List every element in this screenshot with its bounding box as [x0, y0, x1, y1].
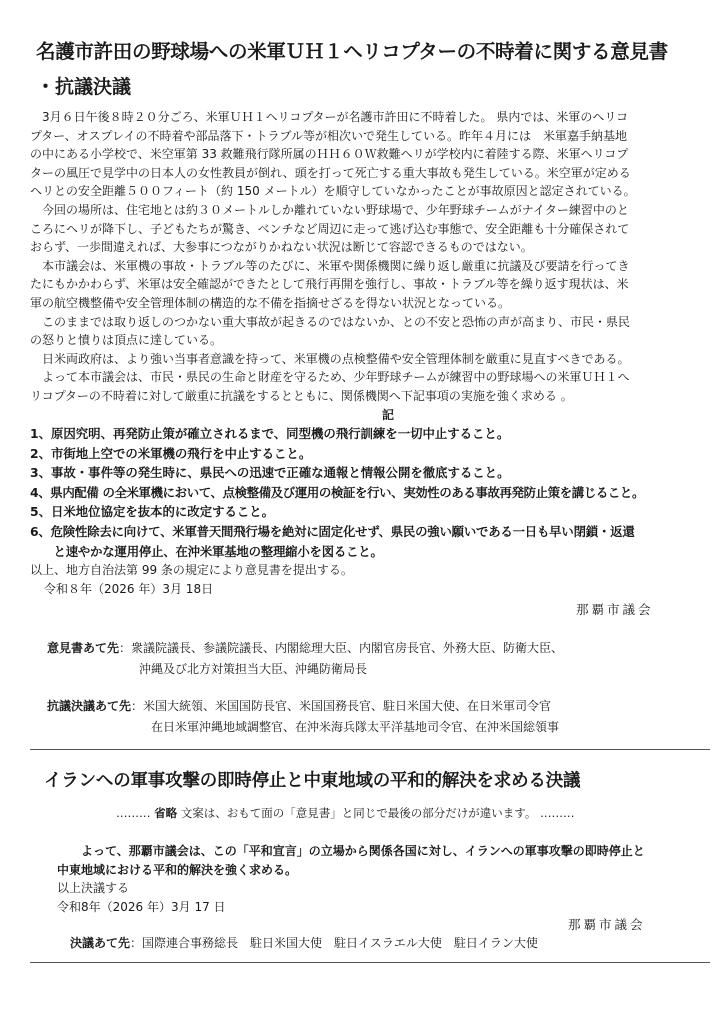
text-line: ころにヘリが降下し、子どもたちが驚き、ベンチなど周辺に走って逃げ込む事態で、安全距離も十分確保されて [30, 221, 630, 236]
resolution-title: イランへの軍事攻撃の即時停止と中東地域の平和的解決を求める決議 [44, 771, 581, 791]
demand-text: 6、危険性除去に向けて、米軍普天間飛行場を絶対に固定化せず、県民の強い願いである一日も早い閉鎖・返還 [30, 524, 635, 540]
document-date: 令和８年（2026 年）3月 18日 [44, 581, 214, 596]
text-line: よって本市議会は、市民・県民の生命と財産を守るため、少年野球チームが練習中の野球場への米軍ＵＨ１へ [42, 370, 630, 385]
recipients-line: 在日米軍沖縄地域調整官、在沖米海兵隊太平洋基地司令官、在沖米国総領事 [151, 720, 560, 734]
recipients-line: ：国際連合事務総長 駐日米国大使 駐日イスラエル大使 駐日イラン大使 [130, 936, 538, 950]
closing-statement: 以上決議する [57, 881, 130, 896]
recipients-line: ：衆議院議長、参議院議長、内閣総理大臣、内閣官房長官、外務大臣、防衛大臣、 [119, 641, 564, 655]
omission-note [116, 805, 575, 821]
text-line: このままでは取り返しのつかない重大事故が起きるのではないか、との不安と恐怖の声が高まり、市民・県民 [42, 314, 631, 329]
section-divider [30, 749, 710, 750]
text-line: の中にある小学校で、米空軍第 33 救難飛行隊所属のＨＨ６０Ｗ救難ヘリが学校内に着陸する際、米軍ヘリコプ [30, 147, 629, 162]
text-line: たにもかかわらず、米軍は安全確認ができたとして飛行再開を強行し、事故・トラブル等を繰り返す現状は、米 [30, 277, 629, 292]
ki-heading: 記 [381, 407, 394, 422]
ellipsis: ……… [540, 806, 575, 820]
text-line: 日米両政府は、より強い当事者意識を持って、米軍機の点検整備や安全管理体制を厳重に見直すべきである。 [42, 351, 630, 366]
demand-list [30, 424, 706, 561]
recipients-label: 決議あて先 [70, 936, 131, 950]
text-line: 本市議会は、米軍機の事故・トラブル等のたびに、米軍や関係機関に繰り返し厳重に抗議及び要請を行ってき [42, 258, 630, 273]
resolution-recipients [47, 696, 559, 738]
text-line: リコプターの不時着に対して厳重に抗議をするとともに、関係機関へ下記事項の実施を強く求める 。 [30, 388, 573, 403]
recipients-line: ：米国大統領、米国国防長官、米国国務長官、駐日米国大使、在日米軍司令官 [131, 699, 552, 713]
paragraph-4 [30, 313, 706, 350]
omission-label: 省略 [154, 806, 178, 820]
text-line: 今回の場所は、住宅地とは約３０メートルしか離れていない野球場で、少年野球チームがナイター練習中のと [42, 202, 629, 217]
opinion-title: 名護市許田の野球場への米軍ＵＨ１ヘリコプターの不時着に関する意見書 [36, 40, 668, 63]
demand-item [30, 444, 706, 464]
demand-item [30, 502, 706, 522]
demand-text-cont: と速やかな運用停止、在沖米軍基地の整理縮小を図ること。 [53, 543, 383, 559]
paragraph-2 [30, 201, 706, 257]
demand-item [30, 483, 706, 503]
demand-item [30, 522, 706, 561]
recipients-line: 沖縄及び北方対策担当大臣、沖縄防衛局長 [139, 662, 368, 676]
text-line: ヘリとの安全距離５００フィート（約 150 メートル）を順守していなかったことが事故原因と認定されている。 [30, 184, 636, 199]
omission-text: 文案は、おもて面の「意見書」と同じで最後の部分だけが違います。 [180, 806, 537, 820]
text-line: プター、オスプレイの不時着や部品落下・トラブル等が相次いで発生している。昨年４月には 米軍嘉手納基地 [30, 128, 628, 143]
text-line: よって、那覇市議会は、この「平和宣言」の立場から関係各国に対し、イランへの軍事攻撃の即時停止と [81, 844, 645, 858]
text-line: おらず、一歩間違えれば、大参事につながりかねない状況は断じて容認できるものではない。 [30, 240, 533, 255]
section-divider [30, 962, 710, 963]
signature: 那覇市議会 [576, 602, 654, 617]
resolution-body [57, 842, 645, 916]
signature: 那覇市議会 [568, 917, 646, 932]
recipients-label: 意見書あて先 [47, 641, 120, 655]
text-line: の怒りと憤りは頂点に達している。 [30, 333, 223, 348]
closing-statement: 以上、地方自治法第 99 条の規定により意見書を提出する。 [30, 563, 353, 578]
demand-text: 4、県内配備 の全米軍機において、点検整備及び運用の検証を行い、実効性のある事故再発防止策を講じること。 [30, 484, 645, 500]
demand-text: 3、事故・事件等の発生時に、県民への迅速で正確な通報と情報公開を徹底すること。 [30, 465, 510, 481]
resolution-subtitle: ・抗議決議 [36, 76, 132, 98]
paragraph-6 [30, 368, 706, 405]
text-line: 中東地域における平和的解決を強く求める。 [57, 862, 298, 877]
demand-item [30, 463, 706, 483]
text-line: ターの風圧で見学中の日本人の女性教員が倒れ、頭を打って死亡する重大事故も発生している。米空軍が定める [30, 165, 631, 180]
text-line: 軍の航空機整備や安全管理体制の構造的な不備を指摘せざるを得ない状況となっている。 [30, 295, 511, 310]
opinion-recipients [47, 638, 563, 680]
opinion-body [30, 108, 706, 598]
text-line: 3月６日午後８時２０分ごろ、米軍ＵＨ１ヘリコプターが名護市許田に不時着した。 県内では、米軍のヘリコ [42, 110, 629, 124]
recipients-label: 抗議決議あて先 [47, 699, 132, 713]
resolution-recipients [70, 934, 538, 951]
paragraph-1 [30, 108, 706, 201]
demand-text: 5、日米地位協定を抜本的に改定すること。 [30, 504, 275, 520]
document-date: 令和8年（2026 年）3月 17 日 [57, 899, 226, 914]
demand-text: 1、原因究明、再発防止策が確立されるまで、同型機の飛行訓練を一切中止すること。 [30, 426, 510, 442]
demand-text: 2、市街地上空での米軍機の飛行を中止すること。 [30, 445, 312, 461]
paragraph-5 [30, 350, 706, 369]
paragraph-3 [30, 257, 706, 313]
demand-item [30, 424, 706, 444]
ellipsis: ……… [116, 806, 151, 820]
